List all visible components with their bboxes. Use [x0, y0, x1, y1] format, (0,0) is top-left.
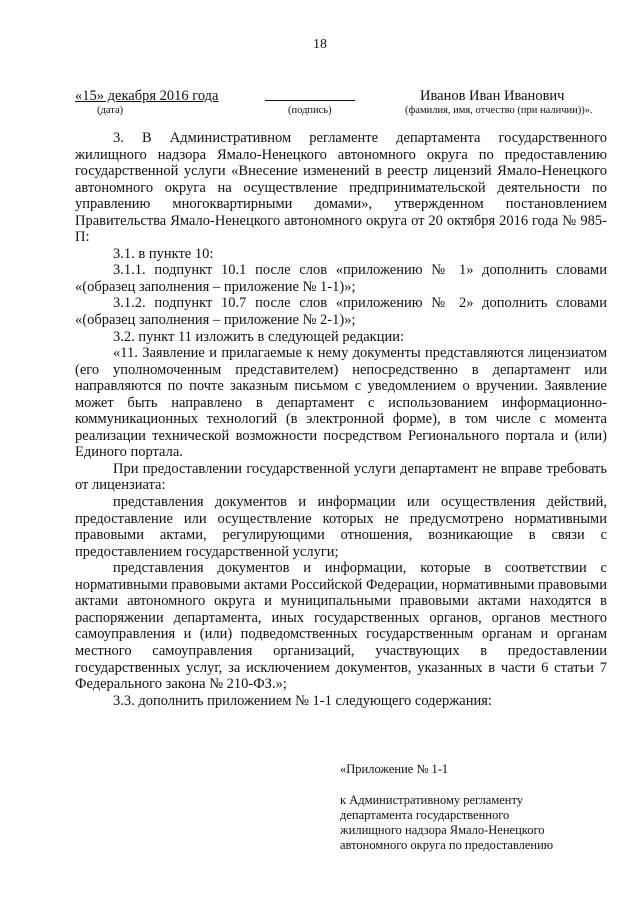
document-body	[75, 130, 607, 709]
paragraph: 3.3. дополнить приложением № 1-1 следующего содержания:	[113, 692, 492, 709]
name-caption: (фамилия, имя, отчество (при наличии))».	[405, 105, 593, 116]
annex-header	[340, 762, 610, 853]
annex-title: «Приложение № 1-1	[340, 762, 449, 776]
annex-line: жилищного надзора Ямало-Ненецкого	[340, 823, 545, 837]
annex-line: автономного округа по предоставлению	[340, 838, 554, 852]
paragraph: 3.2. пункт 11 изложить в следующей редакции:	[113, 328, 405, 345]
signature-caption: (подпись)	[288, 105, 332, 116]
date-caption: (дата)	[97, 105, 124, 116]
signature-block	[75, 88, 607, 120]
signature-date: «15» декабря 2016 года	[75, 88, 219, 104]
paragraph: 3.1.1. подпункт 10.1 после слов «приложению № 1» дополнить словами «(образец заполнения – приложение № 1-1)»;	[75, 262, 607, 295]
paragraph: представления документов и информации или осуществления действий, предоставление или осуществление которых не предусмотрено нормативными правовыми актами, регулирующими отношения, возникающие в связи с предоставлением государственной услуги;	[75, 494, 607, 560]
annex-line: департамента государственного	[340, 808, 510, 822]
paragraph: 3.1. в пункте 10:	[113, 245, 214, 262]
paragraph: «11. Заявление и прилагаемые к нему документы представляются лицензиатом (его уполномоченным представителем) непосредственно в департамент или направляются по почте заказным письмом с уведомлением о вручении. Заявление может быть направлено в департамент с использованием информационно-коммуникационных технологий (в электронной форме), в том числе с момента реализации технической возможности посредством Регионального портала и (или) Единого портала.	[75, 345, 607, 461]
page-number: 18	[313, 37, 327, 52]
signature-line	[265, 100, 355, 101]
signer-name: Иванов Иван Иванович	[420, 88, 565, 104]
paragraph: 3. В Административном регламенте департамента государственного жилищного надзора Ямало-Ненецкого автономного округа по предоставлению государственной услуги «Внесение изменений в реестр лицензий Ямало-Ненецкого автономного округа на осуществление предпринимательской деятельности по управлению многоквартирными домами», утвержденном постановлением Правительства Ямало-Ненецкого автономного округа от 20 октября 2016 года № 985-П:	[75, 130, 607, 246]
paragraph: представления документов и информации, которые в соответствии с нормативными правовыми актами Российской Федерации, нормативными правовыми актами автономного округа и муниципальными правовыми актами находятся в распоряжении департамента, иных государственных органов, органов местного самоуправления и (или) подведомственных государственным органам и органам местного самоуправления организаций, участвующих в предоставлении государственных услуг, за исключением документов, указанных в части 6 статьи 7 Федерального закона № 210-ФЗ.»;	[75, 560, 607, 693]
annex-line: к Административному регламенту	[340, 793, 524, 807]
paragraph: 3.1.2. подпункт 10.7 после слов «приложению № 2» дополнить словами «(образец заполнения – приложение № 2-1)»;	[75, 295, 607, 329]
paragraph: При предоставлении государственной услуги департамент не вправе требовать от лицензиата:	[75, 460, 607, 494]
